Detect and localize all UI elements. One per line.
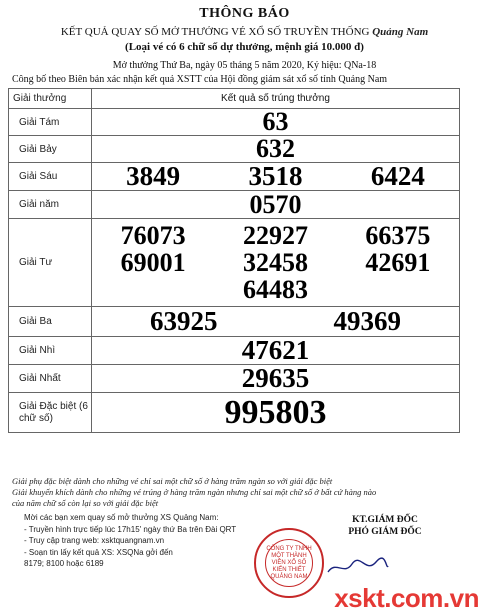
watermark-logo: xskt.com.vn xyxy=(334,583,479,613)
note-line: Giải phụ đặc biệt dành cho những vé chỉ sai một chữ số ở hàng trăm ngàn so với giải đặc biệt xyxy=(12,476,333,486)
table-row-g2 xyxy=(9,337,460,365)
note-line: của năm chữ số còn lại so với giải đặc biệt xyxy=(12,498,159,508)
prize-col-header: Giải thưởng xyxy=(9,89,92,109)
prize-number: 22927 xyxy=(242,220,308,250)
viewing-info xyxy=(24,512,244,570)
prize-number: 63 xyxy=(262,107,289,136)
prize-label: Giải Sáu xyxy=(9,163,92,191)
prize-number: 0570 xyxy=(249,189,302,219)
signer-title: KT.GIÁM ĐỐC xyxy=(352,515,418,525)
table-row-g3 xyxy=(9,307,460,337)
prize-label: Giải Tư xyxy=(9,219,92,307)
prize-label: Giải Nhất xyxy=(9,365,92,393)
stamp-inner: CÔNG TY TNHH MỘT THÀNH VIÊN XỔ SỐ KIẾN THIẾT QUẢNG NAM xyxy=(265,539,313,587)
info-line: - Soạn tin lấy kết quả XS: XSQNa gởi đến xyxy=(24,547,173,557)
ticket-type: (Loại vé có 6 chữ số dự thưởng, mệnh giá 10.000 đ) xyxy=(125,41,364,53)
table-row-g6 xyxy=(9,163,460,191)
prize-number: 6424 xyxy=(370,161,425,191)
info-line: - Truy cập trang web: xsktquangnam.vn xyxy=(24,536,165,545)
table-row-g1 xyxy=(9,365,460,393)
province-name: Quảng Nam xyxy=(372,26,429,38)
publication-note: Công bố theo Biên bản xác nhận kết quả XSTT của Hội đồng giám sát xổ số tỉnh Quảng Nam xyxy=(12,74,388,85)
prize-number: 42691 xyxy=(365,247,431,277)
special-prize-number: 995803 xyxy=(224,393,327,431)
prize-number: 66375 xyxy=(365,220,431,250)
info-line: 8179; 8100 hoặc 6189 xyxy=(24,559,104,568)
draw-date: Mở thưởng Thứ Ba, ngày 05 tháng 5 năm 2020, Ký hiệu: QNa-18 xyxy=(112,60,377,71)
notes-block xyxy=(12,476,452,509)
prize-number: 29635 xyxy=(241,363,310,393)
table-row-g4 xyxy=(9,219,460,307)
signer-subtitle: PHÓ GIÁM ĐỐC xyxy=(348,527,422,537)
subtitle-text: KẾT QUẢ QUAY SỐ MỞ THƯỞNG VÉ XỔ SỐ TRUYỀN THỐNG xyxy=(60,26,373,38)
prize-number: 49369 xyxy=(333,306,401,336)
prize-label: Giải năm xyxy=(9,191,92,219)
notice-title: THÔNG BÁO xyxy=(199,6,290,21)
prize-number: 3849 xyxy=(126,161,181,191)
prize-number: 63925 xyxy=(150,306,218,336)
note-line: Giải khuyến khích dành cho những vé trúng ở hàng trăm ngàn nhưng chỉ sai một chữ số ở bất cứ hàng nào xyxy=(12,487,377,497)
prize-number: 3518 xyxy=(248,161,303,191)
prize-number: 632 xyxy=(256,134,295,163)
table-row-g5 xyxy=(9,191,460,219)
table-header-row xyxy=(9,89,460,109)
table-row-special xyxy=(9,393,460,433)
prize-label: Giải Ba xyxy=(9,307,92,337)
prize-label: Giải Tám xyxy=(9,109,92,136)
result-col-header: Kết quả số trúng thưởng xyxy=(92,89,460,109)
table-row-g8 xyxy=(9,109,460,136)
prize-number: 32458 xyxy=(242,247,308,277)
prize-label: Giải Nhì xyxy=(9,337,92,365)
table-row-g7 xyxy=(9,136,460,163)
info-line: - Truyền hình trực tiếp lúc 17h15' ngày thứ Ba trên Đài QRT xyxy=(24,524,237,534)
handwritten-signature xyxy=(326,556,390,578)
results-table xyxy=(8,88,460,433)
notice-subtitle xyxy=(0,26,489,38)
prize-number: 76073 xyxy=(120,220,186,250)
prize-number: 69001 xyxy=(120,247,186,277)
prize-number: 47621 xyxy=(241,335,310,365)
prize-label: Giải Bảy xyxy=(9,136,92,163)
prize-number: 64483 xyxy=(243,274,308,304)
official-stamp xyxy=(254,528,324,598)
signature-block xyxy=(300,514,470,538)
info-line: Mời các bạn xem quay số mở thưởng XS Quảng Nam: xyxy=(24,513,219,522)
prize-label: Giải Đặc biệt (6 chữ số) xyxy=(9,393,92,433)
